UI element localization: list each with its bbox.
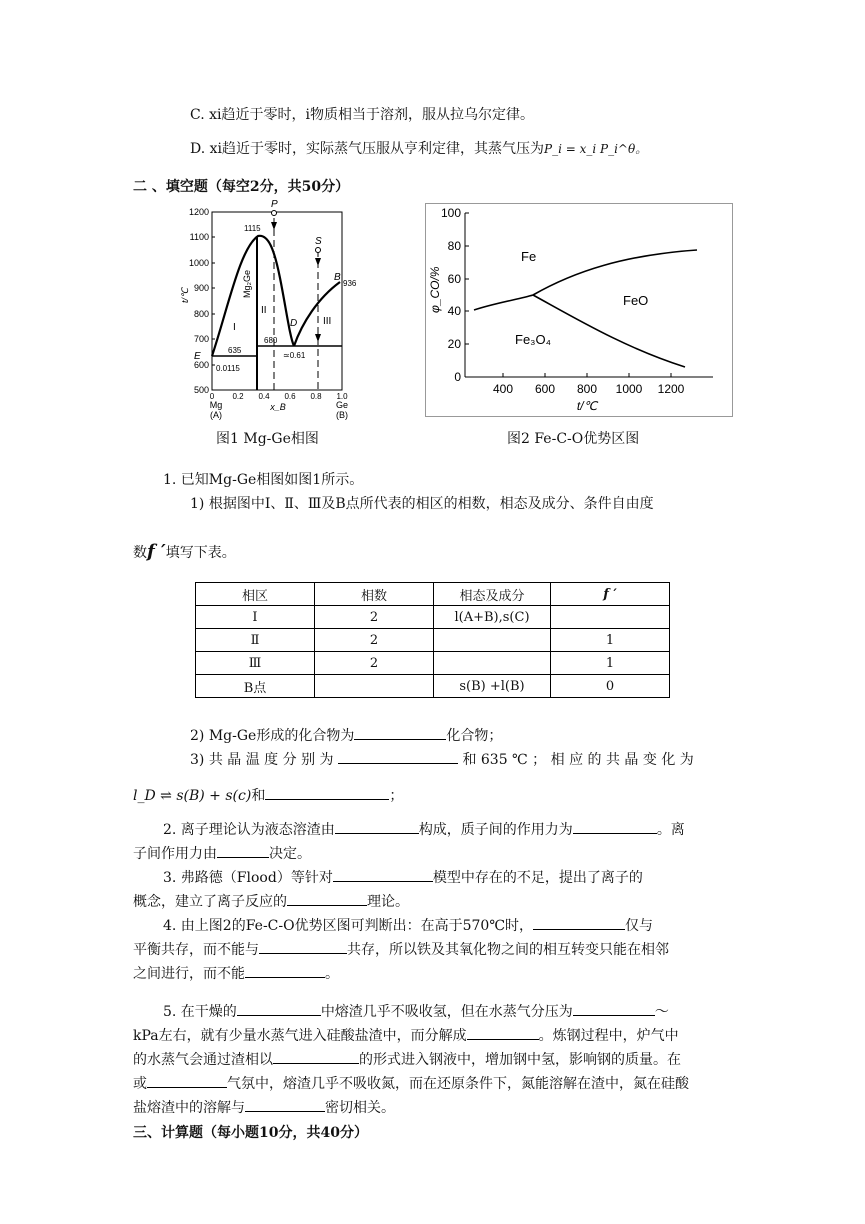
q5-a-pre: 5. 在干燥的 xyxy=(163,1004,237,1020)
table-cell[interactable] xyxy=(434,629,551,652)
fig1-label-680: 680 xyxy=(264,336,278,345)
q1-sub1b-post: 填写下表。 xyxy=(165,545,236,561)
q3-a-post: 模型中存在的不足，提出了离子的 xyxy=(432,870,643,886)
fig1-ytick: 1100 xyxy=(189,232,209,242)
fig2-region-feo: FeO xyxy=(623,293,649,308)
q1-sub3-mid: 和 635 ℃ ； 相 应 的 共 晶 变 化 为 xyxy=(462,752,694,768)
fig1-ytick: 600 xyxy=(193,360,209,370)
answer-blank[interactable] xyxy=(217,842,269,858)
fe-c-o-predominance-diagram xyxy=(425,203,733,417)
fig1-liquidus-left xyxy=(212,236,294,356)
q4-line-b xyxy=(133,938,669,960)
fig1-xtick: 1.0 xyxy=(336,392,348,401)
table-row xyxy=(196,606,670,629)
q1-sub3b xyxy=(133,784,403,806)
fig1-ytick: 1000 xyxy=(188,258,209,268)
q1-sub1b xyxy=(133,542,236,563)
answer-blank[interactable] xyxy=(533,914,625,930)
q1-sub3b-end: ； xyxy=(389,788,404,804)
q4-b-pre: 平衡共存，而不能与 xyxy=(133,942,259,958)
q4-line-c xyxy=(133,962,339,984)
table-cell: Ⅲ xyxy=(196,652,315,675)
answer-blank[interactable] xyxy=(573,1000,655,1016)
q5-line-c xyxy=(133,1048,681,1070)
q3-line-a xyxy=(163,866,643,888)
q1-sub3-pre: 3) 共 晶 温 度 分 别 为 xyxy=(190,752,334,768)
fig1-ytick: 1200 xyxy=(188,207,209,217)
fig1-x-left-sub: (A) xyxy=(210,410,222,420)
fig1-region-1: I xyxy=(233,322,236,333)
table-cell: 2 xyxy=(315,652,434,675)
table-cell: l(A+B),s(C) xyxy=(434,606,551,629)
q4-a-post: 仅与 xyxy=(624,918,653,934)
table-header: f ′ xyxy=(551,583,670,606)
table-cell[interactable] xyxy=(551,606,670,629)
fig1-label-p: P xyxy=(271,199,278,210)
answer-blank[interactable] xyxy=(273,1048,359,1064)
fig2-ytick: 20 xyxy=(447,337,461,351)
q4-c-pre: 之间进行，而不能 xyxy=(133,966,245,982)
table-cell: 1 xyxy=(551,629,670,652)
fig2-region-fe3o4: Fe₃O₄ xyxy=(515,332,551,347)
table-cell: 0 xyxy=(551,675,670,698)
answer-blank[interactable] xyxy=(265,784,389,800)
q1-sub2-pre: 2) Mg-Ge形成的化合物为 xyxy=(190,728,355,744)
q5-e-post: 密切相关。 xyxy=(325,1100,395,1116)
q1-sub1a: 1) 根据图中Ⅰ、Ⅱ、Ⅲ及B点所代表的相区的相数，相态及成分、条件自由度 xyxy=(190,496,654,512)
fig2-caption: 图2 Fe-C-O优势区图 xyxy=(507,431,640,447)
fig1-ytick: 700 xyxy=(193,334,209,344)
answer-blank[interactable] xyxy=(147,1072,227,1088)
table-cell: s(B) +l(B) xyxy=(434,675,551,698)
q5-e-pre: 盐熔渣中的溶解与 xyxy=(133,1100,245,1116)
q1-sub3b-post: 和 xyxy=(251,788,266,804)
fig2-region-fe: Fe xyxy=(521,249,537,264)
q1-sub2 xyxy=(190,724,502,746)
q3-b-post: 理论。 xyxy=(367,894,409,910)
q2-a-pre: 2. 离子理论认为液态溶渣由 xyxy=(163,822,335,838)
fig2-xtick: 800 xyxy=(576,382,598,396)
answer-blank[interactable] xyxy=(333,866,433,882)
answer-blank[interactable] xyxy=(354,724,446,740)
answer-blank[interactable] xyxy=(573,818,657,834)
q5-c-post: 的形式进入钢液中，增加钢中氢，影响钢的质量。在 xyxy=(359,1052,681,1068)
q1-sub3 xyxy=(190,748,694,770)
q5-line-e xyxy=(133,1096,395,1118)
fig1-ytick: 900 xyxy=(193,283,209,293)
section-2-title: 二 、填空题（每空2分，共50分） xyxy=(133,179,350,195)
fig1-x-right: Ge xyxy=(335,400,349,410)
table-row xyxy=(196,629,670,652)
table-cell: Ⅰ xyxy=(196,606,315,629)
table-row xyxy=(196,652,670,675)
q4-a-pre: 4. 由上图2的Fe-C-O优势区图可判断出：在高于570℃时， xyxy=(163,918,533,934)
fig1-label-0115: 0.0115 xyxy=(216,364,240,373)
fig2-xtick: 1200 xyxy=(657,382,685,396)
option-c: C. xi趋近于零时，i物质相当于溶剂，服从拉乌尔定律。 xyxy=(190,107,534,123)
q1-sub1b-pre: 数 xyxy=(133,545,147,561)
fig1-label-1115: 1115 xyxy=(244,224,261,233)
table-cell: Ⅱ xyxy=(196,629,315,652)
fig1-label-e: E xyxy=(194,351,201,362)
fig2-ytick: 80 xyxy=(447,239,461,253)
answer-blank[interactable] xyxy=(335,818,419,834)
q5-line-b xyxy=(133,1024,679,1046)
fig1-caption: 图1 Mg-Ge相图 xyxy=(216,431,319,447)
option-d-formula: P_i = x_i P_i^θ。 xyxy=(544,142,648,156)
fig2-ytick: 40 xyxy=(447,304,461,318)
q4-b-post: 共存，所以铁及其氧化物之间的相互转变只能在相邻 xyxy=(347,942,669,958)
q5-a-mid: 中熔渣几乎不吸收氢，但在水蒸气分压为 xyxy=(320,1004,573,1020)
table-header: 相态及成分 xyxy=(434,583,551,606)
fig2-ylabel: φ_CO/% xyxy=(428,266,442,313)
answer-blank[interactable] xyxy=(467,1024,539,1040)
fig2-xtick: 1000 xyxy=(615,382,643,396)
q1-intro: 1. 已知Mg-Ge相图如图1所示。 xyxy=(163,472,364,488)
q5-a-post: ～ xyxy=(654,1004,669,1020)
answer-blank[interactable] xyxy=(338,748,458,764)
q2-b-pre: 子间作用力由 xyxy=(133,846,217,862)
q2-a-mid: 构成，质子间的作用力为 xyxy=(418,822,573,838)
answer-blank[interactable] xyxy=(245,962,325,978)
fig1-ytick: 500 xyxy=(193,385,209,395)
section-3-title: 三、计算题（每小题10分，共40分） xyxy=(133,1125,368,1141)
fig1-region-3: III xyxy=(323,316,332,327)
q2-line-a xyxy=(163,818,685,840)
q2-line-b xyxy=(133,842,311,864)
answer-blank[interactable] xyxy=(287,890,367,906)
table-cell: 1 xyxy=(551,652,670,675)
fig1-region-2: II xyxy=(261,305,267,316)
phase-region-table xyxy=(195,582,670,698)
fig1-label-d: D xyxy=(290,318,298,329)
fig2-xtick: 400 xyxy=(492,382,514,396)
table-header-row xyxy=(196,583,670,606)
fig1-ytick: 800 xyxy=(193,309,209,319)
eutectic-formula: l_D ⇌ s(B) + s(c) xyxy=(133,788,252,804)
q3-line-b xyxy=(133,890,409,912)
q3-b-pre: 概念，建立了离子反应的 xyxy=(133,894,287,910)
q2-a-post: 。离 xyxy=(656,822,685,838)
fig1-ylabel: t/℃ xyxy=(180,287,190,303)
fig1-xtick: 0 xyxy=(209,392,215,401)
q2-b-post: 决定。 xyxy=(269,846,311,862)
q5-d-pre: 或 xyxy=(133,1076,147,1092)
table-header: 相数 xyxy=(315,583,434,606)
q5-line-d xyxy=(133,1072,689,1094)
fig1-x-right-sub: (B) xyxy=(336,410,348,420)
f-prime-symbol: f ′ xyxy=(147,541,166,562)
fig2-ytick: 100 xyxy=(440,206,461,220)
fig2-ytick: 0 xyxy=(454,370,461,384)
fig1-label-936: 936 xyxy=(343,279,357,288)
option-d-text: D. xi趋近于零时，实际蒸气压服从亨利定律，其蒸气压为 xyxy=(190,141,544,157)
q4-line-a xyxy=(163,914,653,936)
table-cell: 2 xyxy=(315,629,434,652)
fig1-compound-label: Mg₂Ge xyxy=(242,269,252,298)
q5-line-a xyxy=(163,1000,669,1022)
answer-blank[interactable] xyxy=(245,1096,325,1112)
table-cell[interactable] xyxy=(315,675,434,698)
fig2-xtick: 600 xyxy=(534,382,556,396)
table-cell: B点 xyxy=(196,675,315,698)
q5-b-pre: kPa左右，就有少量水蒸气进入硅酸盐渣中，而分解成 xyxy=(133,1028,467,1044)
fig1-xtick: 0.4 xyxy=(258,392,270,401)
fig1-xtick: 0.6 xyxy=(284,392,296,401)
fig1-label-b: B xyxy=(334,272,341,283)
fig2-ytick: 60 xyxy=(447,272,461,286)
answer-blank[interactable] xyxy=(259,938,347,954)
fig1-xtick: 0.2 xyxy=(232,392,244,401)
q5-b-post: 。炼钢过程中，炉气中 xyxy=(538,1028,679,1044)
fig1-label-061: ≃0.61 xyxy=(283,351,306,360)
q4-c-post: 。 xyxy=(325,966,339,982)
fig1-label-635: 635 xyxy=(228,346,242,355)
mg-ge-phase-diagram xyxy=(178,198,368,422)
fig1-xtick: 0.8 xyxy=(310,392,322,401)
fig1-x-left: Mg xyxy=(209,400,223,410)
option-d xyxy=(190,138,647,158)
table-row xyxy=(196,675,670,698)
table-cell[interactable] xyxy=(434,652,551,675)
fig1-xlabel: x_B xyxy=(270,402,286,412)
fig1-label-s: S xyxy=(315,236,322,247)
q1-sub2-post: 化合物； xyxy=(446,728,503,744)
q3-a-pre: 3. 弗路德（Flood）等针对 xyxy=(163,870,333,886)
q5-d-post: 气氛中，熔渣几乎不吸收氮，而在还原条件下，氮能溶解在渣中，氮在硅酸 xyxy=(227,1076,689,1092)
q5-c-pre: 的水蒸气会通过渣相以 xyxy=(133,1052,273,1068)
table-header: 相区 xyxy=(196,583,315,606)
answer-blank[interactable] xyxy=(237,1000,321,1016)
table-cell: 2 xyxy=(315,606,434,629)
fig2-xlabel: t/℃ xyxy=(576,399,598,413)
